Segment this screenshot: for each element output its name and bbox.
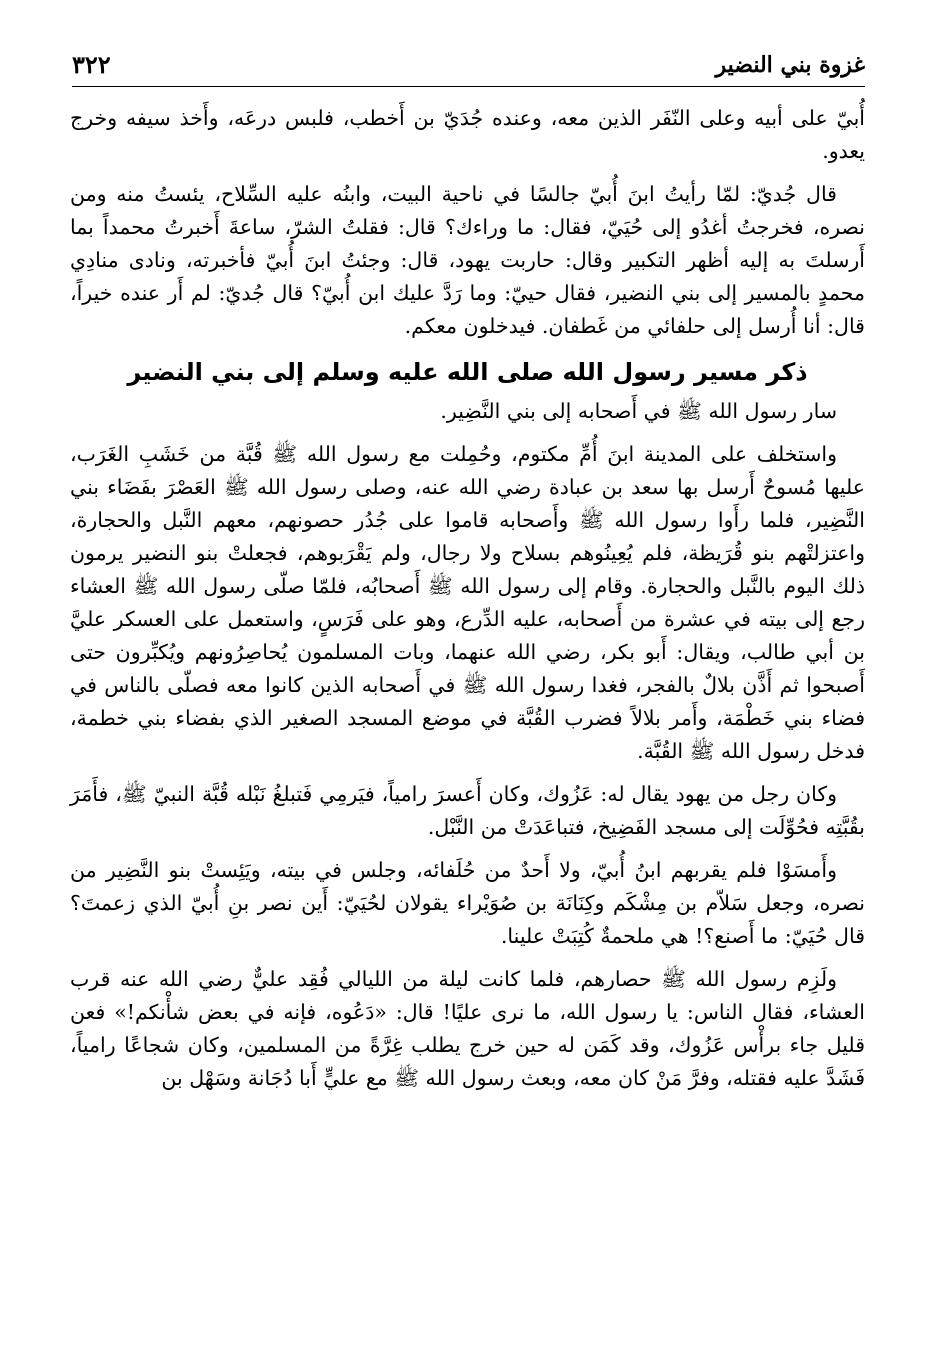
paragraph: وكان رجل من يهود يقال له: عَزُوك، وكان أَعسرَ رامياً، فيَرمِي فَتبلغُ نَبْله قُبَّة النبيّ ﷺ، فأَمَرَ بقُبَّتِه فحُوِّلَت إلى مسجد الفَضِيخ، فتباعَدَتْ من النَّبْل.: [70, 782, 865, 839]
paragraph: قال جُديّ: لمّا رأيتُ ابنَ أُبيّ جالسًا في ناحية البيت، وابنُه عليه السِّلاح، يئستُ منه ومن نصره، فخرجتُ أغدُو إلى حُيَيّ، فقال: ما وراءك؟ قال: فقلتُ الشرّ، ساعةَ أَخبرتُ محمداً بما أَرسلتَ به إليه أظهر التكبير وقال: حاربت يهود، قال: وجئتُ ابنَ أُبيّ فأخبرته، ونادى منادِي محمدٍ بالمسير إلى بني النضير، فقال حييّ: وما رَدَّ عليك ابن أُبيّ؟ قال جُديّ: لم أَر عنده خيراً، قال: أنا أُرسل إلى حلفائي من غَطفان. فيدخلون معكم.: [70, 182, 865, 338]
section-title: ذكر مسير رسول الله صلى الله عليه وسلم إلى بني النضير: [127, 358, 808, 386]
paragraph: وأَمسَوْا فلم يقربهم ابنُ أُبيّ، ولا أَحدٌ من حُلَفائه، وجلس في بيته، ويَئِستْ بنو النَّضِير من نصره، وجعل سَلاّم بن مِشْكَم وكِنَانَة بن صُوَيْراء يقولان لحُيَيّ: أَين نصر بنِ أُبيّ الذي زعمتَ؟ قال حُيَيّ: ما أَصنع؟! هي ملحمةٌ كُتِبَتْ علينا.: [70, 858, 865, 948]
paragraph: أُبيّ على أبيه وعلى النّفَر الذين معه، وعنده جُدَيّ بن أَخطب، فلبس درعَه، وأَخذ سيفه وخرج يعدو.: [70, 106, 865, 163]
paragraph: ولَزِم رسول الله ﷺ حصارهم، فلما كانت ليلة من الليالي فُقِد عليٌّ رضي الله عنه قرب العشاء، فقال الناس: يا رسول الله، ما نرى عليًا! قال: «دَعُوه، فإنه في بعض شأْنكم!» فعن قليل جاء برأْس عَزُوك، وقد كَمَن له حين خرج يطلب غِرَّةً من المسلمين، وكان شجاعًا رامياً، فَشَدَّ عليه فقتله، وفرَّ مَنْ كان معه، وبعث رسول الله ﷺ مع عليٍّ أَبا دُجَانة وسَهْل بن: [70, 967, 865, 1090]
page-header: [72, 50, 865, 87]
paragraph: سار رسول الله ﷺ في أَصحابه إلى بني النَّضِير.: [440, 399, 837, 423]
paragraph: واستخلف على المدينة ابنَ أُمِّ مكتوم، وحُمِلت مع رسول الله ﷺ قُبَّة من خَشَبِ الغَرَب، عليها مُسوحٌ أَرسل بها سعد بن عبادة رضي الله عنه، وصلى رسول الله ﷺ العَصْرَ بفَضَاء بني النَّضِير، فلما رأَوا رسول الله ﷺ وأَصحابه قاموا على جُدُر حصونهم، معهم النَّبل والحجارة، واعتزلتْهم بنو قُرَيظة، فلم يُعِينُوهم بسلاح ولا رجال، ولم يَقْرَبوهم، فجعلتْ بنو النضير يرمون ذلك اليوم بالنَّبل والحجارة. وقام إلى رسول الله ﷺ أَصحابُه، فلمّا صلّى رسول الله ﷺ العشاء رجع إلى بيته في عشرة من أَصحابه، عليه الدِّرع، وهو على فَرَسٍ، واستعمل على العسكر عليَّ بن أبي طالب، ويقال: أَبو بكر، رضي الله عنهما، وبات المسلمون يُحاصِرُونهم ويُكبِّرون حتى أَصبحوا ثم أَذَّن بلالٌ بالفجر، فغدا رسول الله ﷺ في أَصحابه الذين كانوا معه فصلّى بالناس في فضاء بني خَطْمَة، وأَمر بلالاً فضرب القُبَّة في موضع المسجد الصغير الذي بفضاء بني خطمة، فدخل رسول الله ﷺ القُبَّة.: [70, 442, 865, 763]
page-number: ٣٢٢: [72, 50, 111, 79]
running-title: غزوة بني النضير: [715, 52, 865, 78]
body-text: [70, 102, 865, 1105]
